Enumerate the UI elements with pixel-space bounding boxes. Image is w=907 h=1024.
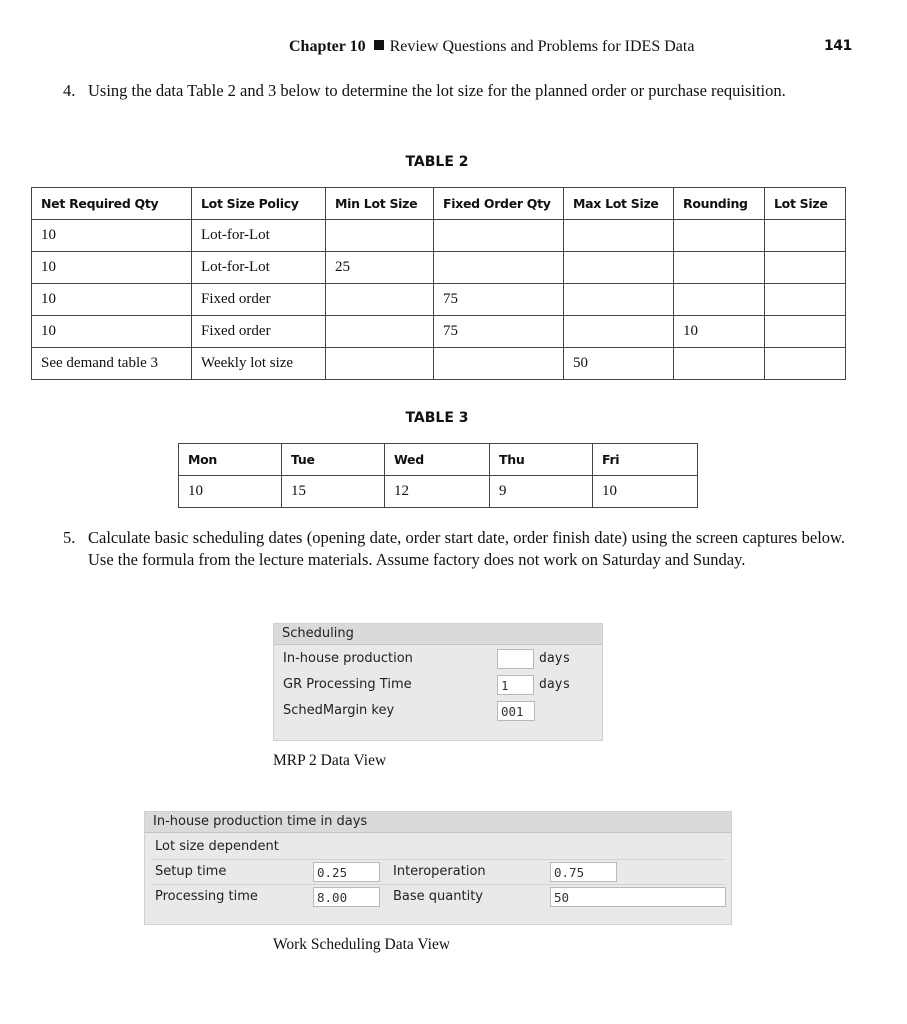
table-cell: 50 xyxy=(564,348,674,380)
question-text: Using the data Table 2 and 3 below to determine the lot size for the planned order or purchase requisition. xyxy=(88,81,786,100)
table-cell: 10 xyxy=(32,284,192,316)
question-text: Calculate basic scheduling dates (opening date, order start date, order finish date) using the screen captures below. Use the formula from the lecture materials. Assume factory does not work on Saturday and Sunday. xyxy=(88,528,845,569)
table-cell xyxy=(564,316,674,348)
base-quantity-label: Base quantity xyxy=(393,889,483,904)
col-lot-size-policy: Lot Size Policy xyxy=(192,188,326,220)
table-cell xyxy=(674,252,765,284)
base-quantity-input[interactable]: 50 xyxy=(550,887,726,907)
table-cell xyxy=(326,220,434,252)
col-net-required-qty: Net Required Qty xyxy=(32,188,192,220)
table-cell xyxy=(434,348,564,380)
table-cell: 75 xyxy=(434,316,564,348)
table-header-row xyxy=(179,444,698,476)
table-header-row xyxy=(32,188,846,220)
table-cell: Lot-for-Lot xyxy=(192,252,326,284)
table-cell: Fixed order xyxy=(192,316,326,348)
lot-size-dependent-label: Lot size dependent xyxy=(155,839,279,854)
table-cell: See demand table 3 xyxy=(32,348,192,380)
inhouse-unit: days xyxy=(539,651,571,666)
table-cell xyxy=(434,220,564,252)
sched-margin-input[interactable]: 001 xyxy=(497,701,535,721)
gr-unit: days xyxy=(539,677,571,692)
col-thu: Thu xyxy=(490,444,593,476)
table-cell: 15 xyxy=(282,476,385,508)
work-scheduling-caption: Work Scheduling Data View xyxy=(273,936,451,953)
col-fixed-order-qty: Fixed Order Qty xyxy=(434,188,564,220)
inhouse-production-input[interactable] xyxy=(497,649,534,669)
col-max-lot-size: Max Lot Size xyxy=(564,188,674,220)
table-cell: 75 xyxy=(434,284,564,316)
table-row xyxy=(32,220,846,252)
setup-time-label: Setup time xyxy=(155,864,227,879)
gr-processing-input[interactable]: 1 xyxy=(497,675,534,695)
table-cell: 10 xyxy=(32,220,192,252)
col-fri: Fri xyxy=(593,444,698,476)
table-cell xyxy=(326,284,434,316)
table-cell xyxy=(765,316,846,348)
col-min-lot-size: Min Lot Size xyxy=(326,188,434,220)
table-cell: Lot-for-Lot xyxy=(192,220,326,252)
col-rounding: Rounding xyxy=(674,188,765,220)
table-cell: 9 xyxy=(490,476,593,508)
table-cell xyxy=(765,252,846,284)
table-cell: 10 xyxy=(32,252,192,284)
sched-margin-label: SchedMargin key xyxy=(283,703,395,718)
table-cell: 25 xyxy=(326,252,434,284)
table-cell: 10 xyxy=(674,316,765,348)
col-wed: Wed xyxy=(385,444,490,476)
table-cell xyxy=(674,220,765,252)
table-cell: 10 xyxy=(32,316,192,348)
table-cell xyxy=(765,284,846,316)
work-scheduling-panel xyxy=(144,811,732,925)
table-cell xyxy=(564,220,674,252)
table-3 xyxy=(178,443,698,508)
table-cell: Weekly lot size xyxy=(192,348,326,380)
table-row xyxy=(179,476,698,508)
interoperation-label: Interoperation xyxy=(393,864,486,879)
table-cell xyxy=(326,316,434,348)
question-number: 4. xyxy=(63,81,76,100)
table-cell xyxy=(765,348,846,380)
table-cell xyxy=(674,284,765,316)
page-number: 141 xyxy=(824,38,852,54)
table-row xyxy=(32,316,846,348)
processing-time-label: Processing time xyxy=(155,889,258,904)
table-2 xyxy=(31,187,846,380)
table-cell xyxy=(765,220,846,252)
table-row xyxy=(32,284,846,316)
table-cell xyxy=(434,252,564,284)
question-number: 5. xyxy=(63,528,76,547)
inhouse-production-label: In-house production xyxy=(283,651,413,666)
table-cell: 10 xyxy=(179,476,282,508)
mrp2-scheduling-panel xyxy=(273,623,603,741)
gr-processing-label: GR Processing Time xyxy=(283,677,412,692)
running-head xyxy=(289,38,694,56)
question-4 xyxy=(63,80,845,126)
square-bullet-icon xyxy=(374,40,384,50)
question-5 xyxy=(63,527,845,595)
table-3-caption: TABLE 3 xyxy=(405,410,469,426)
divider xyxy=(151,884,725,885)
interoperation-input[interactable]: 0.75 xyxy=(550,862,617,882)
col-mon: Mon xyxy=(179,444,282,476)
table-cell xyxy=(674,348,765,380)
setup-time-input[interactable]: 0.25 xyxy=(313,862,380,882)
chapter-label: Chapter 10 xyxy=(289,38,366,55)
col-lot-size: Lot Size xyxy=(765,188,846,220)
divider xyxy=(151,859,725,860)
table-cell xyxy=(564,284,674,316)
panel-title: Scheduling xyxy=(274,624,602,645)
table-row xyxy=(32,348,846,380)
col-tue: Tue xyxy=(282,444,385,476)
table-2-caption: TABLE 2 xyxy=(405,154,469,170)
table-cell: 12 xyxy=(385,476,490,508)
chapter-title: Review Questions and Problems for IDES Data xyxy=(389,38,695,55)
table-cell xyxy=(564,252,674,284)
table-row xyxy=(32,252,846,284)
table-cell: 10 xyxy=(593,476,698,508)
table-cell: Fixed order xyxy=(192,284,326,316)
panel-title: In-house production time in days xyxy=(145,812,731,833)
processing-time-input[interactable]: 8.00 xyxy=(313,887,380,907)
mrp2-caption: MRP 2 Data View xyxy=(273,752,387,769)
table-cell xyxy=(326,348,434,380)
page-header xyxy=(0,38,907,60)
